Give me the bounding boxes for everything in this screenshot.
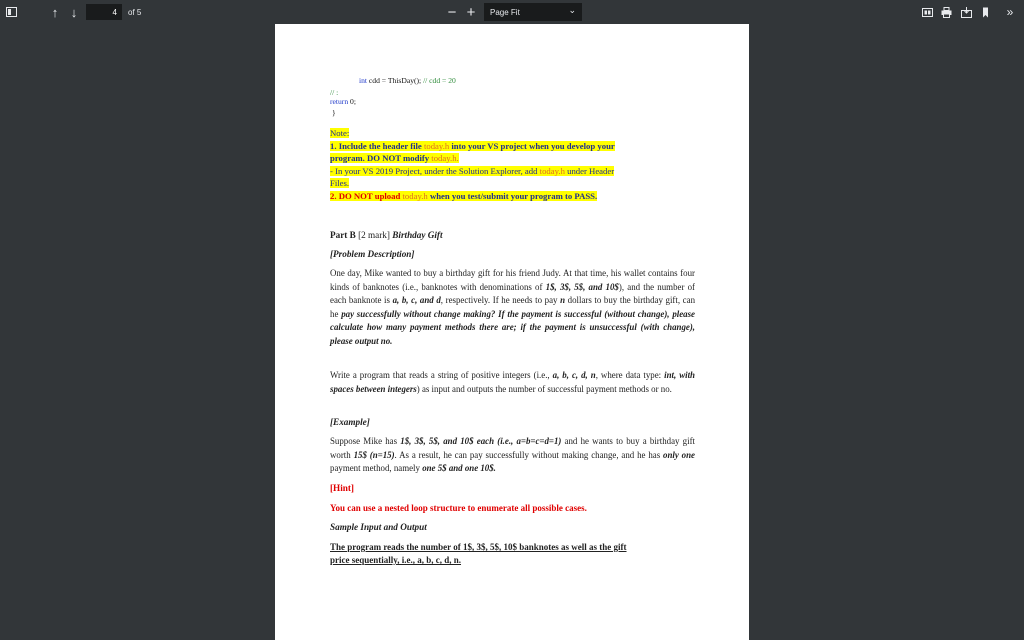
chevron-down-icon: ⌄ — [568, 5, 576, 15]
zoom-in-button[interactable]: + — [466, 3, 476, 21]
hint-text: You can use a nested loop structure to enumerate all possible cases. — [330, 503, 587, 513]
more-tools-icon[interactable]: » — [1006, 5, 1014, 19]
note-line: 1. Include the header file today.h into your VS project when you develop your — [330, 141, 615, 151]
bookmark-icon[interactable] — [977, 0, 993, 24]
code-line: int cdd = ThisDay(); // cdd = 20 — [359, 76, 456, 85]
page-number-input[interactable]: 4 — [86, 4, 122, 20]
sample-line: price sequentially, i.e., a, b, c, d, n. — [330, 555, 462, 565]
page-count: of 5 — [128, 7, 142, 17]
download-icon[interactable] — [958, 0, 974, 24]
note-line: Files. — [330, 178, 350, 188]
print-icon[interactable] — [938, 0, 954, 24]
next-page-icon[interactable]: ↓ — [70, 4, 78, 20]
note-line: - In your VS 2019 Project, under the Solution Explorer, add today.h under Header — [330, 166, 615, 176]
example-text: Suppose Mike has 1$, 3$, 5$, and 10$ each (i.e., a=b=c=d=1) and he wants to buy a birthday gift worth 15$ (n=15). As a result, he can pay successfully without making change, and he has only one payment method, namely one 5$ and one 10$. — [330, 436, 696, 473]
two-page-view-icon[interactable] — [919, 0, 935, 24]
pdf-toolbar — [0, 0, 1024, 24]
zoom-out-button[interactable]: − — [447, 3, 457, 21]
note-line: program. DO NOT modify today.h. — [330, 153, 459, 163]
sample-line: The program reads the number of 1$, 3$, 5$, 10$ banknotes as well as the gift — [330, 542, 627, 552]
part-heading: Part B [2 mark] Birthday Gift — [330, 230, 443, 240]
previous-page-icon[interactable]: ↑ — [51, 4, 59, 20]
program-description: Write a program that reads a string of positive integers (i.e., a, b, c, d, n, where data type: int, with spaces between integers) as input and outputs the number of successful payment methods or no. — [330, 370, 695, 394]
sample-heading: Sample Input and Output — [330, 522, 427, 532]
note-title: Note: — [330, 128, 350, 138]
note-line: 2. DO NOT upload today.h when you test/submit your program to PASS. — [330, 191, 598, 201]
zoom-select[interactable] — [484, 3, 582, 21]
sidebar-toggle-icon[interactable] — [3, 0, 19, 24]
code-line: } — [332, 108, 336, 117]
problem-description: One day, Mike wanted to buy a birthday gift for his friend Judy. At that time, his wallet contains four kinds of banknotes (i.e., banknotes with denominations of 1$, 3$, 5$, and 10$), and the number of each banknote is a, b, c, and d, respectively. If he needs to pay n dollars to buy the birthday gift, can he pay successfully without change making? If the payment is successful (without change), please calculate how many payment methods there are; if the payment is unsuccessful (with change), please output no. — [330, 268, 696, 346]
code-line: // : — [330, 88, 339, 97]
problem-heading: [Problem Description] — [330, 249, 415, 259]
zoom-value: Page Fit — [490, 7, 520, 17]
example-heading: [Example] — [330, 417, 370, 427]
hint-heading: [Hint] — [330, 483, 354, 493]
pdf-page — [275, 24, 749, 640]
code-line: return 0; — [330, 97, 356, 106]
